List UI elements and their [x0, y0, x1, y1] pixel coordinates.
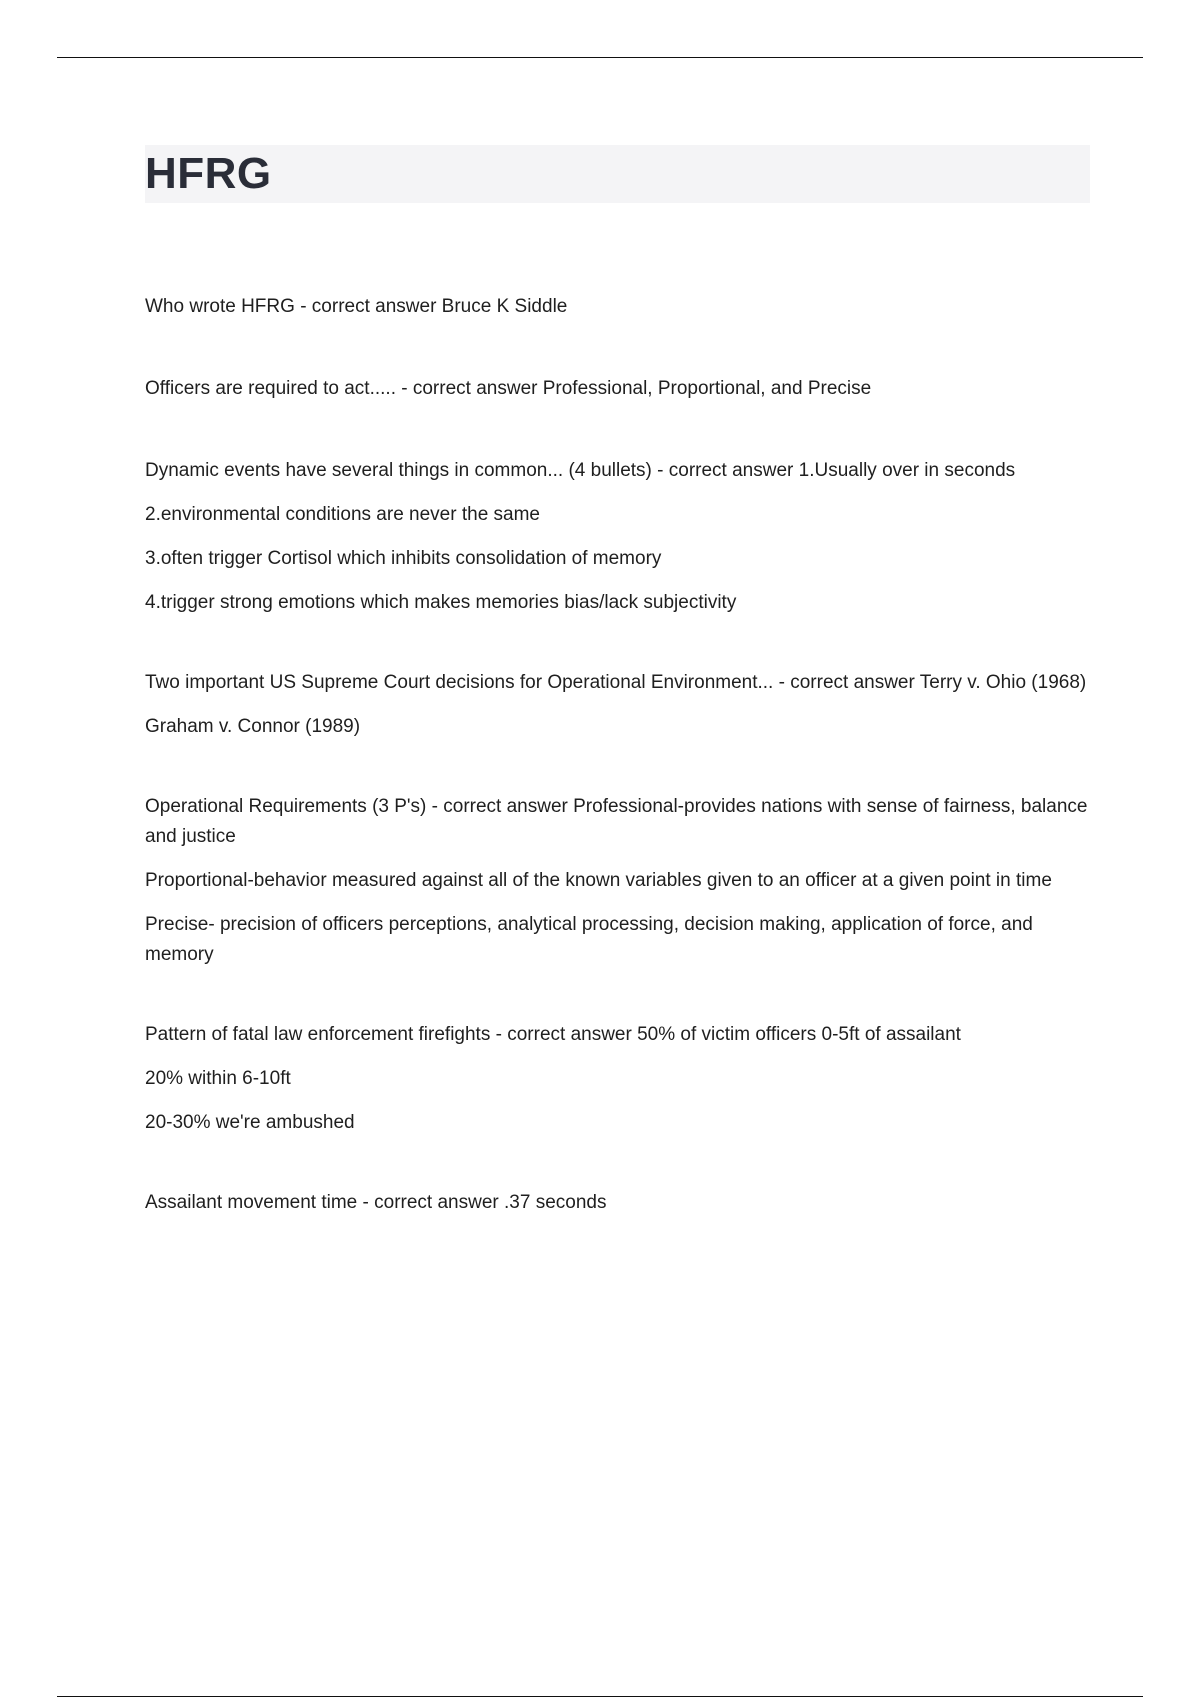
qa-line: Who wrote HFRG - correct answer Bruce K Siddle — [145, 296, 568, 317]
qa-line: Assailant movement time - correct answer .37 seconds — [145, 1192, 607, 1213]
qa-line: Two important US Supreme Court decisions for Operational Environment... - correct answer Terry v. Ohio (1968) — [145, 672, 1087, 693]
qa-block — [145, 292, 1090, 322]
qa-line: Graham v. Connor (1989) — [145, 716, 361, 737]
title-band — [145, 145, 1090, 203]
qa-line: 3.often trigger Cortisol which inhibits consolidation of memory — [145, 548, 662, 569]
qa-line: Precise- precision of officers perceptions, analytical processing, decision making, application of force, and memory — [145, 914, 1033, 965]
qa-block — [145, 792, 1090, 970]
qa-line: 4.trigger strong emotions which makes memories bias/lack subjectivity — [145, 592, 737, 613]
document-body — [145, 292, 1090, 1270]
qa-block — [145, 1020, 1090, 1138]
qa-line: Operational Requirements (3 P's) - correct answer Professional-provides nations with sense of fairness, balance and justice — [145, 796, 1088, 847]
qa-line: Officers are required to act..... - correct answer Professional, Proportional, and Precise — [145, 378, 872, 399]
qa-line: 20% within 6-10ft — [145, 1068, 291, 1089]
qa-line: Pattern of fatal law enforcement firefights - correct answer 50% of victim officers 0-5ft of assailant — [145, 1024, 961, 1045]
qa-block — [145, 456, 1090, 618]
qa-block — [145, 1188, 1090, 1218]
top-rule — [57, 57, 1143, 58]
qa-line: 2.environmental conditions are never the same — [145, 504, 541, 525]
qa-line: Dynamic events have several things in common... (4 bullets) - correct answer 1.Usually over in seconds — [145, 460, 1016, 481]
page-title: HFRG — [145, 149, 272, 198]
qa-line: Proportional-behavior measured against all of the known variables given to an officer at a given point in time — [145, 870, 1052, 891]
qa-block — [145, 668, 1090, 742]
qa-block — [145, 374, 1090, 404]
qa-line: 20-30% we're ambushed — [145, 1112, 355, 1133]
bottom-rule — [57, 1696, 1143, 1697]
